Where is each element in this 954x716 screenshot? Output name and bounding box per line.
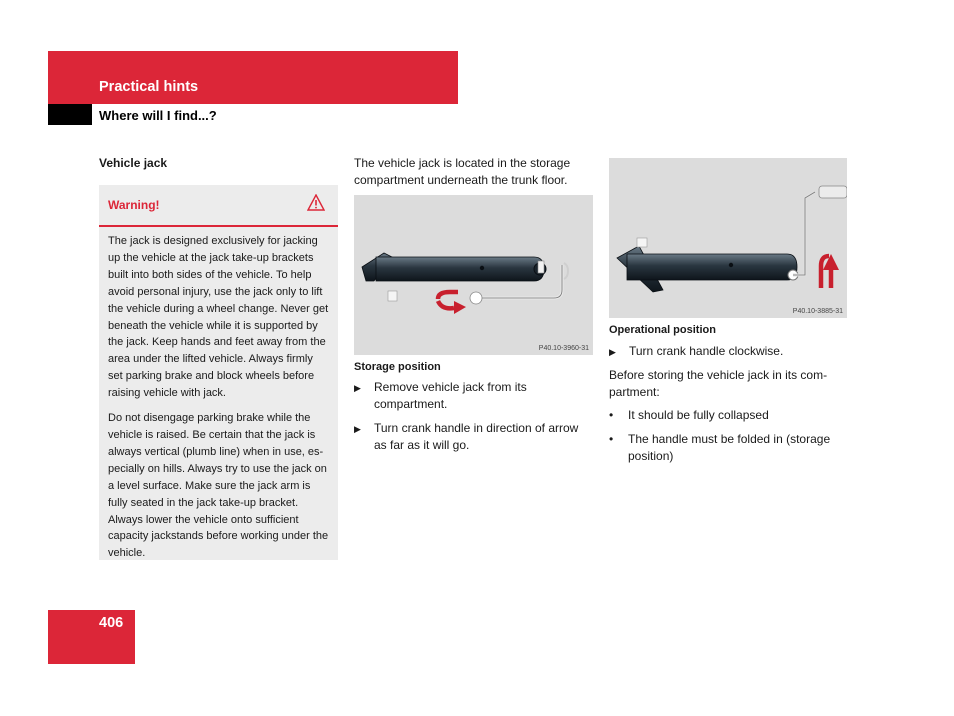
header-subtitle: Where will I find...? [99,108,217,123]
before-storing-text: Before storing the vehicle jack in its com-partment: [609,368,828,399]
warning-header [99,185,338,227]
intro-text: The vehicle jack is located in the storage compartment underneath the trunk floor. [354,156,571,187]
arrow-right-icon: ▶ [609,347,616,357]
figure-id: P40.10-3960-31 [538,345,589,352]
header-red-bar [48,51,458,104]
arrow-right-icon: ▶ [354,424,361,434]
jack-operational-illustration [609,158,847,318]
header-black-tab [48,104,92,125]
page-number: 406 [99,615,124,631]
operational-position-caption: Operational position [609,324,716,336]
step-text: Remove vehicle jack from its compartment. [374,380,527,411]
operational-position-figure [609,158,847,318]
figure-id: P40.10-3885-31 [792,308,843,315]
step-item [354,379,594,413]
list-item-text: It should be fully collapsed [628,408,769,422]
list-item-text: The handle must be folded in (storage position) [628,432,831,463]
storage-position-figure [354,195,593,355]
section-title: Vehicle jack [99,156,168,170]
warning-paragraph: The jack is designed exclusively for jacking up the vehicle at the jack take-up brackets built into both sides of the vehicle. To help avoid personal injury, use the jack only to lift the vehicle during a wheel change. Never get beneath the vehicle while it is supported by the jack. Keep hands and feet away from the area under the lifted vehicle. Always firmly set parking brake and block wheels before raising vehicle with jack. [108,235,329,400]
step-item [354,420,594,454]
warning-label: Warning! [108,198,160,212]
warning-body [99,227,338,562]
list-item [609,407,853,424]
step-text: Turn crank handle in direction of arrow as far as it will go. [374,421,579,452]
warning-triangle-icon [307,194,325,216]
bullet-icon: • [609,408,614,422]
header-title: Practical hints [99,79,199,95]
warning-box [99,185,338,560]
warning-paragraph: Do not disengage parking brake while the vehicle is raised. Be certain that the jack is always vertical (plumb line) when in use, es-pecially on hills. Always try to use the jack on a level surface. Make sure the jack arm is fully seated in the jack take-up bracket. Always lower the vehicle onto sufficient capacity jackstands before working under the vehicle. [108,412,329,560]
bullet-icon: • [609,432,614,446]
jack-storage-illustration [354,195,593,355]
step-item [609,343,849,360]
arrow-right-icon: ▶ [354,383,361,393]
storage-position-caption: Storage position [354,361,441,373]
list-item [609,431,853,465]
step-text: Turn crank handle clockwise. [629,344,784,358]
